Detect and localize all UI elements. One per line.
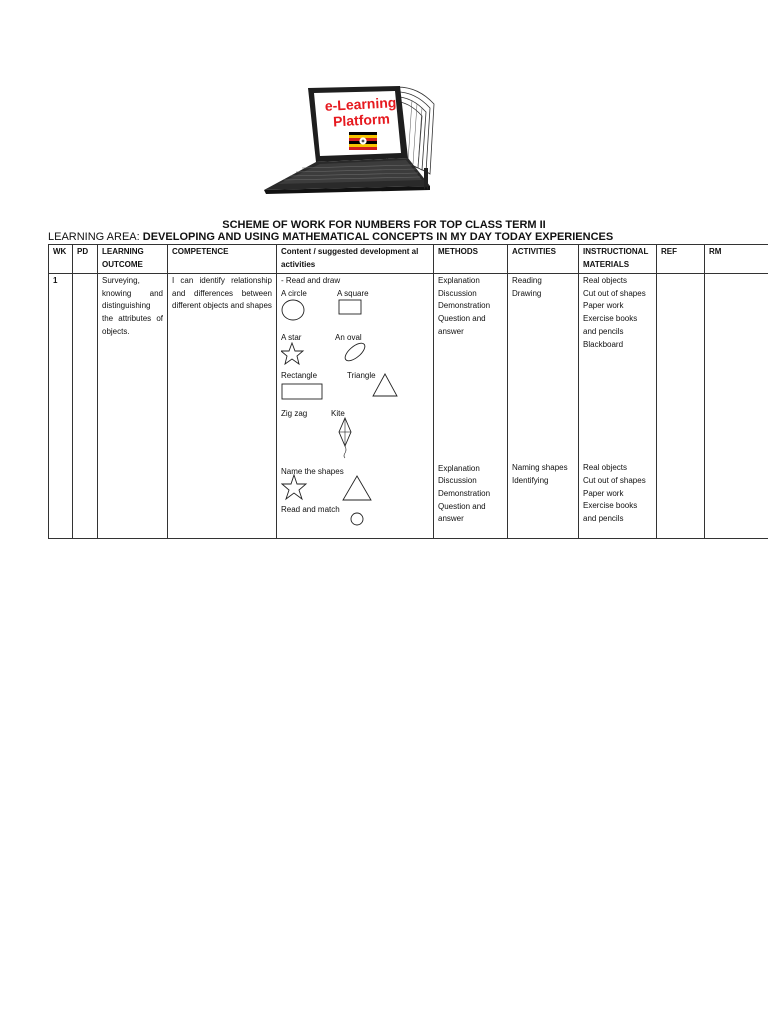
label-circle: A circle [281, 288, 307, 298]
cell-competence: I can identify relationship and differences between different objects and shapes [168, 274, 277, 539]
activities-group-1 [512, 275, 574, 300]
table-row [49, 274, 768, 539]
rectangle-triangle-shapes [281, 370, 411, 402]
star-shape-icon [282, 475, 306, 499]
methods-group-1 [438, 275, 503, 339]
label-rectangle: Rectangle [281, 370, 318, 380]
learning-area-value: DEVELOPING AND USING MATHEMATICAL CONCEPTS IN MY DAY TODAY EXPERIENCES [142, 231, 614, 243]
list-item: Naming shapes [512, 463, 568, 473]
scheme-of-work-table [48, 244, 768, 539]
header-materials: INSTRUCTIONAL MATERIALS [579, 245, 657, 274]
header-pd: PD [73, 245, 98, 274]
header-competence: COMPETENCE [168, 245, 277, 274]
list-item: Discussion [438, 288, 477, 298]
list-item: Paper work [583, 301, 624, 311]
cell-wk [49, 274, 73, 539]
list-item: Blackboard [583, 339, 624, 349]
content-intro: - Read and draw [281, 276, 341, 285]
label-kite: Kite [331, 408, 345, 418]
cell-ref [657, 274, 705, 539]
list-item: Exercise books [583, 501, 638, 511]
list-item: and pencils [583, 326, 624, 336]
list-item: answer [438, 326, 464, 336]
shape-row-circle-square [281, 288, 429, 312]
kite-shape [281, 408, 411, 460]
circle-shape-icon [282, 300, 304, 320]
list-item: Identifying [512, 476, 549, 486]
oval-shape-icon [342, 342, 367, 364]
logo-text [321, 94, 401, 130]
elearning-logo [262, 82, 438, 198]
list-item: Question and [438, 314, 486, 324]
list-item: and pencils [583, 514, 624, 524]
circle-shape-icon [351, 513, 363, 525]
list-item: Real objects [583, 276, 628, 285]
list-item: Question and [438, 501, 486, 511]
document-title: SCHEME OF WORK FOR NUMBERS FOR TOP CLASS TERM II [222, 219, 546, 231]
week-number: 1 [53, 276, 58, 285]
label-oval: An oval [335, 332, 362, 342]
list-item: Exercise books [583, 314, 638, 324]
circle-square-shapes [281, 298, 381, 322]
list-item: Cut out of shapes [583, 288, 646, 298]
label-read-match: Read and match [281, 504, 340, 514]
triangle-shape-icon [373, 374, 397, 396]
header-rm: RM [705, 245, 768, 274]
logo-line-2: Platform [332, 110, 391, 130]
shape-row-rectangle-triangle [281, 370, 429, 394]
name-shapes-figures [281, 474, 411, 528]
list-item: Drawing [512, 288, 542, 298]
materials-group-2 [583, 462, 652, 526]
triangle-shape-icon [343, 476, 371, 500]
shape-row-zigzag-kite [281, 408, 429, 458]
star-shape-icon [281, 343, 303, 364]
label-star: A star [281, 332, 302, 342]
header-content: Content / suggested development al activities [277, 245, 434, 274]
cell-rm [705, 274, 768, 539]
cell-content [277, 274, 434, 539]
rectangle-shape-icon [282, 384, 322, 399]
list-item: Demonstration [438, 488, 491, 498]
label-name-shapes: Name the shapes [281, 466, 344, 476]
label-triangle: Triangle [347, 370, 376, 380]
label-square: A square [337, 288, 369, 298]
header-activities: ACTIVITIES [508, 245, 579, 274]
header-wk: WK [49, 245, 73, 274]
list-item: Reading [512, 276, 542, 285]
shape-row-star-oval [281, 332, 429, 356]
label-zigzag: Zig zag [281, 408, 308, 418]
list-item: Paper work [583, 488, 624, 498]
star-oval-shapes [281, 342, 381, 368]
cell-methods [434, 274, 508, 539]
cell-pd [73, 274, 98, 539]
list-item: answer [438, 514, 464, 524]
cell-learning-outcome: Surveying, knowing and distinguishing the attributes of objects. [98, 274, 168, 539]
cell-activities [508, 274, 579, 539]
list-item: Demonstration [438, 301, 491, 311]
methods-group-2 [438, 463, 503, 527]
list-item: Real objects [583, 463, 628, 473]
square-shape-icon [339, 300, 361, 314]
cell-materials [579, 274, 657, 539]
logo-line-1: e-Learning [324, 94, 397, 114]
learning-area [48, 231, 613, 243]
list-item: Cut out of shapes [583, 475, 646, 485]
learning-area-label: LEARNING AREA: [48, 231, 143, 243]
activities-group-2 [512, 462, 574, 487]
header-learning-outcome: LEARNING OUTCOME [98, 245, 168, 274]
list-item: Discussion [438, 476, 477, 486]
shape-row-name-shapes [281, 466, 429, 528]
list-item: Explanation [438, 276, 480, 285]
header-methods: METHODS [434, 245, 508, 274]
list-item: Explanation [438, 463, 480, 473]
table-header-row [49, 245, 768, 274]
header-ref: REF [657, 245, 705, 274]
materials-group-1 [583, 275, 652, 351]
